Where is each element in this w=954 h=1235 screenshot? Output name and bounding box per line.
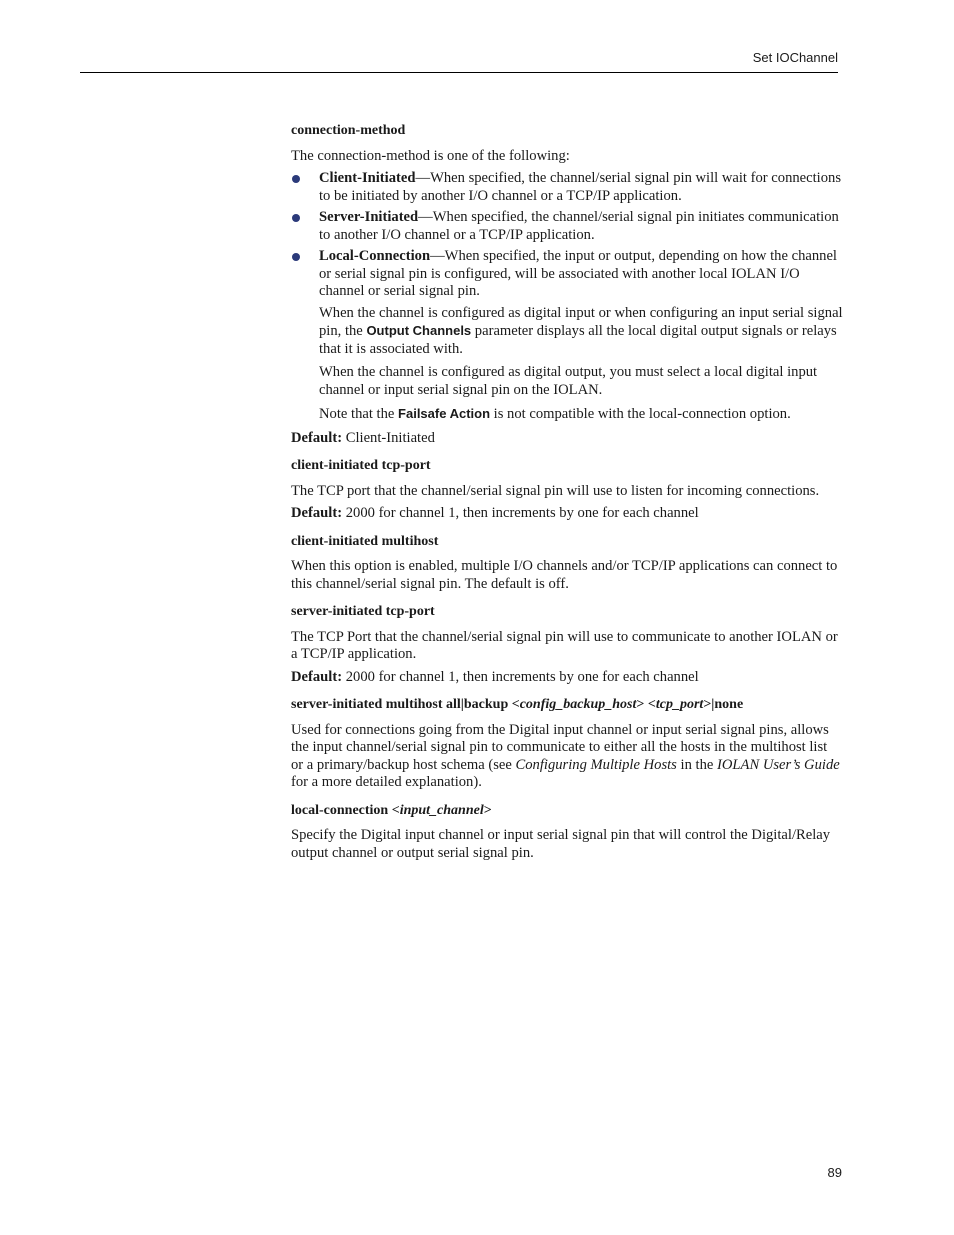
heading-text: >|none xyxy=(703,697,744,712)
default-label: Default: xyxy=(291,429,343,446)
heading-text: local-connection < xyxy=(291,802,400,818)
heading-param: tcp_port xyxy=(655,697,704,712)
list-item-text: —When specified, the channel/serial signal pin will wait for connections to be initiated by another I/O channel or a TCP/IP application. xyxy=(319,170,842,204)
failsafe-note xyxy=(291,405,843,424)
heading-connection-method: connection-method xyxy=(291,123,406,138)
default-value: 2000 for channel 1, then increments by one for each channel xyxy=(342,505,699,521)
cross-reference: IOLAN User’s Guide xyxy=(717,756,840,773)
list-item xyxy=(291,209,843,244)
heading-local-connection xyxy=(291,802,843,820)
heading-text: > < xyxy=(636,697,656,712)
list-item-text: —When specified, the input or output, depending on how the channel or serial signal pin is configured, will be associated with another local IOLAN I/O channel or serial signal pin. xyxy=(319,248,837,299)
heading-text: > xyxy=(483,802,492,818)
body-text: Used for connections going from the Digital input channel or input serial signal pins, allows the input channel/serial signal pin to communicate to either all the hosts in the multihost list or a primary/backup host schema (see xyxy=(291,721,829,773)
client-tcp-port-body: The TCP port that the channel/serial signal pin will use to listen for incoming connections. xyxy=(291,482,820,499)
term-client-initiated: Client-Initiated xyxy=(319,170,416,186)
bullet-icon xyxy=(292,175,300,183)
server-tcp-port-body: The TCP Port that the channel/serial signal pin will use to communicate to another IOLAN or a TCP/IP application. xyxy=(291,628,838,662)
note-text: parameter displays all the local digital output signals or relays that it is associated with. xyxy=(319,323,837,357)
bullet-icon xyxy=(292,253,300,261)
page-number: 89 xyxy=(827,1165,842,1180)
local-connection-output-note: When the channel is configured as digital output, you must select a local digital input channel or input serial signal pin on the IOLAN. xyxy=(319,364,818,398)
local-connection-input-note xyxy=(291,305,843,359)
heading-param: config_backup_host xyxy=(519,697,637,712)
default-label: Default: xyxy=(291,668,343,685)
heading-param: input_channel xyxy=(399,802,484,818)
term-output-channels: Output Channels xyxy=(366,323,472,338)
body-text: for a more detailed explanation). xyxy=(291,774,482,790)
server-tcp-port-default xyxy=(291,669,843,687)
term-failsafe-action: Failsafe Action xyxy=(398,406,491,421)
running-header: Set IOChannel xyxy=(752,50,838,65)
term-server-initiated: Server-Initiated xyxy=(319,209,419,225)
header-rule xyxy=(80,72,838,73)
note-text: is not compatible with the local-connection option. xyxy=(490,406,791,422)
list-item-text: —When specified, the channel/serial signal pin initiates communication to another I/O channel or a TCP/IP application. xyxy=(319,209,839,243)
heading-text: server-initiated multihost all|backup < xyxy=(291,697,520,712)
server-multihost-body xyxy=(291,722,843,792)
connection-method-intro: The connection-method is one of the following: xyxy=(291,147,570,164)
bullet-icon xyxy=(292,214,300,222)
default-value: Client-Initiated xyxy=(342,429,435,446)
heading-client-tcp-port: client-initiated tcp-port xyxy=(291,458,431,473)
cross-reference: Configuring Multiple Hosts xyxy=(515,756,677,773)
default-label: Default: xyxy=(291,505,343,521)
body-text: in the xyxy=(676,756,718,773)
local-connection-body: Specify the Digital input channel or input serial signal pin that will control the Digital/Relay output channel or output serial signal pin. xyxy=(291,827,831,861)
client-multihost-body: When this option is enabled, multiple I/O channels and/or TCP/IP applications can connect to this channel/serial signal pin. The default is off. xyxy=(291,558,838,592)
default-value: 2000 for channel 1, then increments by one for each channel xyxy=(342,668,699,685)
list-item xyxy=(291,248,843,301)
note-text: Note that the xyxy=(319,406,399,422)
heading-server-tcp-port: server-initiated tcp-port xyxy=(291,604,435,619)
list-item xyxy=(291,170,843,205)
document-body xyxy=(291,122,843,867)
connection-method-default xyxy=(291,430,843,448)
note-text: When the channel is configured as digital input or when configuring an input serial signal pin, the xyxy=(319,304,843,339)
client-tcp-port-default xyxy=(291,505,843,523)
heading-server-multihost xyxy=(291,696,843,714)
term-local-connection: Local-Connection xyxy=(319,248,431,264)
heading-client-multihost: client-initiated multihost xyxy=(291,533,439,549)
connection-method-list xyxy=(291,170,843,301)
